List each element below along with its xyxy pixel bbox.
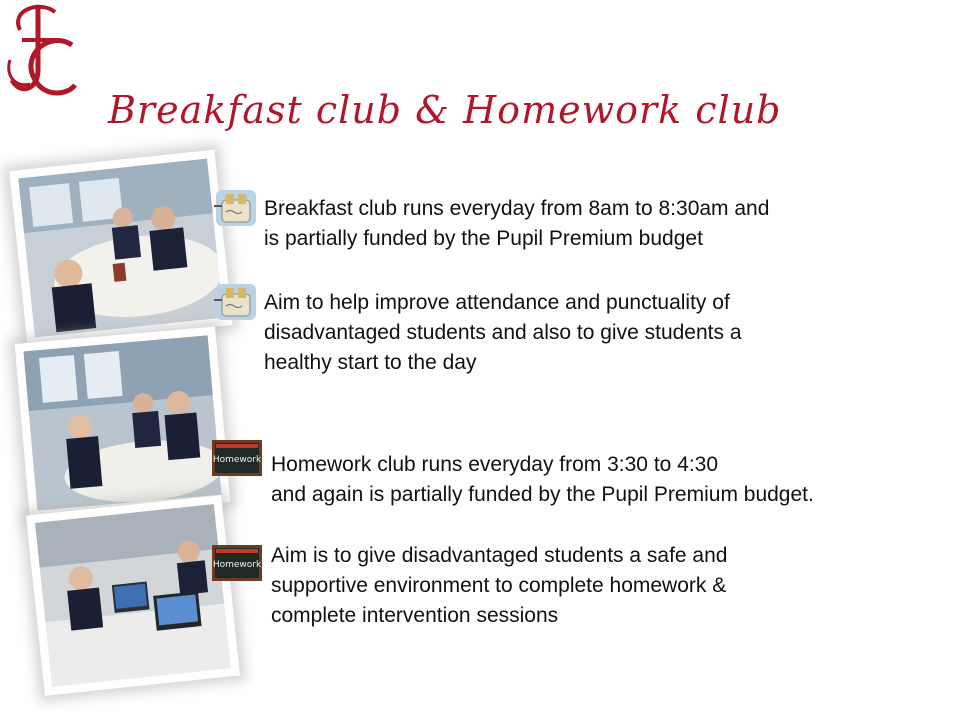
toaster-icon: [214, 282, 258, 322]
breakfast-schedule-text: Breakfast club runs everyday from 8am to 8:30am and is partially funded by the Pupil Premium budget: [264, 197, 770, 250]
breakfast-club-photo: [9, 150, 232, 347]
homework-schedule-text: Homework club runs everyday from 3:30 to 4:30 and again is partially funded by the Pupil Premium budget.: [271, 453, 814, 506]
homework-club-photo: [26, 495, 240, 695]
breakfast-students-photo: [15, 327, 231, 520]
homework-board-label: Homework: [212, 455, 262, 465]
homework-board-label: Homework: [212, 560, 262, 570]
school-logo: [0, 0, 90, 110]
homework-board-icon: [212, 545, 262, 581]
page-title: Breakfast club & Homework club: [108, 88, 782, 132]
breakfast-aim-text: Aim to help improve attendance and punctuality of disadvantaged students and also to give students a healthy start to the day: [264, 291, 742, 374]
homework-aim-text: Aim is to give disadvantaged students a safe and supportive environment to complete homework & complete intervention sessions: [271, 544, 728, 627]
toaster-icon: [214, 188, 258, 228]
homework-board-icon: [212, 440, 262, 476]
